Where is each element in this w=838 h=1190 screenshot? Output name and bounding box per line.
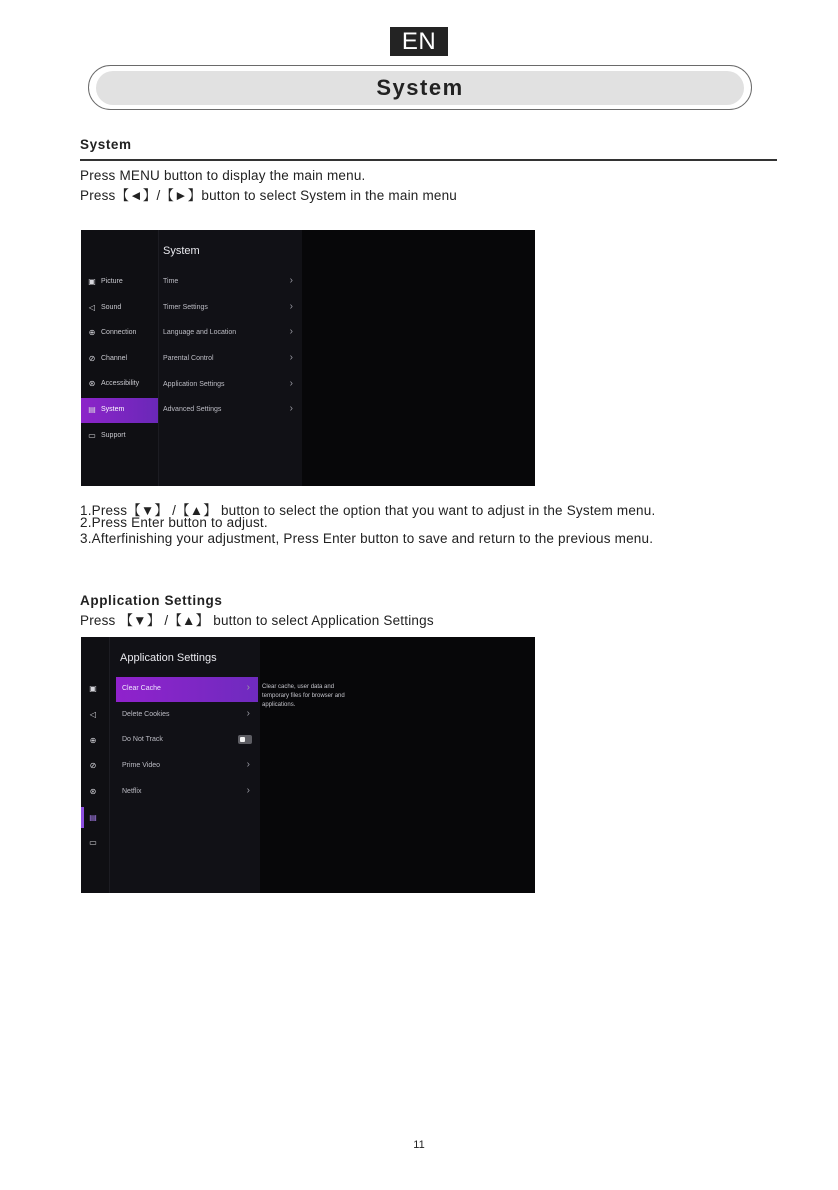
- chevron-right-icon: ›: [289, 403, 293, 414]
- option-language-and-location[interactable]: [163, 323, 293, 343]
- option-timer-settings[interactable]: [163, 298, 293, 318]
- category-item-system[interactable]: [81, 398, 158, 423]
- system-icon: ▤: [88, 405, 96, 414]
- option-label: Application Settings: [163, 381, 225, 388]
- option-delete-cookies[interactable]: [116, 703, 258, 728]
- option-netflix[interactable]: [116, 780, 258, 805]
- page-title: System: [376, 75, 464, 100]
- category-item-support[interactable]: [81, 424, 158, 449]
- category-item-connection[interactable]: [81, 321, 158, 346]
- category-label: System: [101, 406, 125, 413]
- step-2: 2.Press Enter button to adjust.: [80, 515, 268, 530]
- toggle-knob: [240, 737, 245, 742]
- option-label: Time: [163, 278, 179, 285]
- option-parental-control[interactable]: [163, 349, 293, 369]
- support-icon: ▭: [88, 431, 96, 440]
- option-label: Clear Cache: [122, 685, 161, 692]
- step-3: 3.Afterfinishing your adjustment, Press Enter button to save and return to the previous menu.: [80, 531, 654, 546]
- support-icon[interactable]: ▭: [89, 838, 97, 847]
- channel-icon: ⊘: [88, 354, 96, 363]
- category-label: Sound: [101, 304, 122, 311]
- category-item-picture[interactable]: [81, 270, 158, 295]
- accessibility-icon: ⊛: [88, 379, 96, 388]
- step-1: 1.Press【▼】 /【▲】 button to select the option that you want to adjust in the System menu.: [80, 503, 656, 518]
- option-description: Clear cache, user data and temporary files for browser and applications.: [262, 684, 345, 708]
- accessibility-icon[interactable]: ⊛: [89, 787, 97, 796]
- connection-icon: ⊕: [88, 328, 96, 337]
- category-label: Accessibility: [101, 380, 140, 387]
- category-label: Support: [101, 432, 126, 439]
- category-item-channel[interactable]: [81, 347, 158, 372]
- section-heading-application-settings: Application Settings: [80, 593, 223, 608]
- channel-icon[interactable]: ⊘: [89, 761, 97, 770]
- option-label: Delete Cookies: [122, 711, 170, 718]
- option-prime-video[interactable]: [116, 754, 258, 779]
- do-not-track-toggle[interactable]: [238, 735, 252, 744]
- picture-icon[interactable]: ▣: [89, 684, 97, 693]
- option-label: Advanced Settings: [163, 406, 222, 413]
- category-label: Picture: [101, 278, 123, 285]
- connection-icon[interactable]: ⊕: [89, 736, 97, 745]
- menu-title: Application Settings: [120, 652, 217, 664]
- option-label: Language and Location: [163, 329, 237, 336]
- option-label: Timer Settings: [163, 304, 208, 311]
- section-divider: [80, 159, 777, 161]
- sound-icon[interactable]: ◁: [89, 710, 97, 719]
- picture-icon: ▣: [88, 277, 96, 286]
- active-category-marker: [81, 807, 84, 828]
- instruction-line-2: Press【◄】/【►】button to select System in the main menu: [80, 188, 458, 203]
- chevron-right-icon: ›: [289, 378, 293, 389]
- option-label: Netflix: [122, 788, 142, 795]
- chevron-right-icon: ›: [289, 326, 293, 337]
- instruction-line-1: Press MENU button to display the main menu.: [80, 168, 366, 183]
- application-settings-instruction: Press 【▼】 /【▲】 button to select Application Settings: [80, 613, 434, 628]
- language-badge: EN: [390, 27, 448, 56]
- sound-icon: ◁: [88, 303, 96, 312]
- menu-title: System: [163, 245, 200, 257]
- chevron-right-icon: ›: [246, 708, 250, 719]
- chevron-right-icon: ›: [289, 301, 293, 312]
- category-item-sound[interactable]: [81, 296, 158, 321]
- application-settings-screenshot: [81, 637, 535, 893]
- option-advanced-settings[interactable]: [163, 400, 293, 420]
- category-item-accessibility[interactable]: [81, 372, 158, 397]
- option-time[interactable]: [163, 272, 293, 292]
- section-heading-system: System: [80, 137, 132, 152]
- option-application-settings[interactable]: [163, 375, 293, 395]
- page-number: 11: [413, 1139, 425, 1151]
- chevron-right-icon: ›: [246, 785, 250, 796]
- option-label: Do Not Track: [122, 736, 163, 743]
- chevron-right-icon: ›: [246, 682, 250, 693]
- option-clear-cache[interactable]: [116, 677, 258, 702]
- chevron-right-icon: ›: [289, 352, 293, 363]
- chevron-right-icon: ›: [246, 759, 250, 770]
- category-label: Channel: [101, 355, 128, 362]
- option-do-not-track[interactable]: [116, 728, 258, 753]
- system-icon[interactable]: ▤: [89, 813, 97, 822]
- option-label: Parental Control: [163, 355, 214, 362]
- option-label: Prime Video: [122, 762, 161, 769]
- chevron-right-icon: ›: [289, 275, 293, 286]
- category-label: Connection: [101, 329, 137, 336]
- system-menu-screenshot: [81, 230, 535, 486]
